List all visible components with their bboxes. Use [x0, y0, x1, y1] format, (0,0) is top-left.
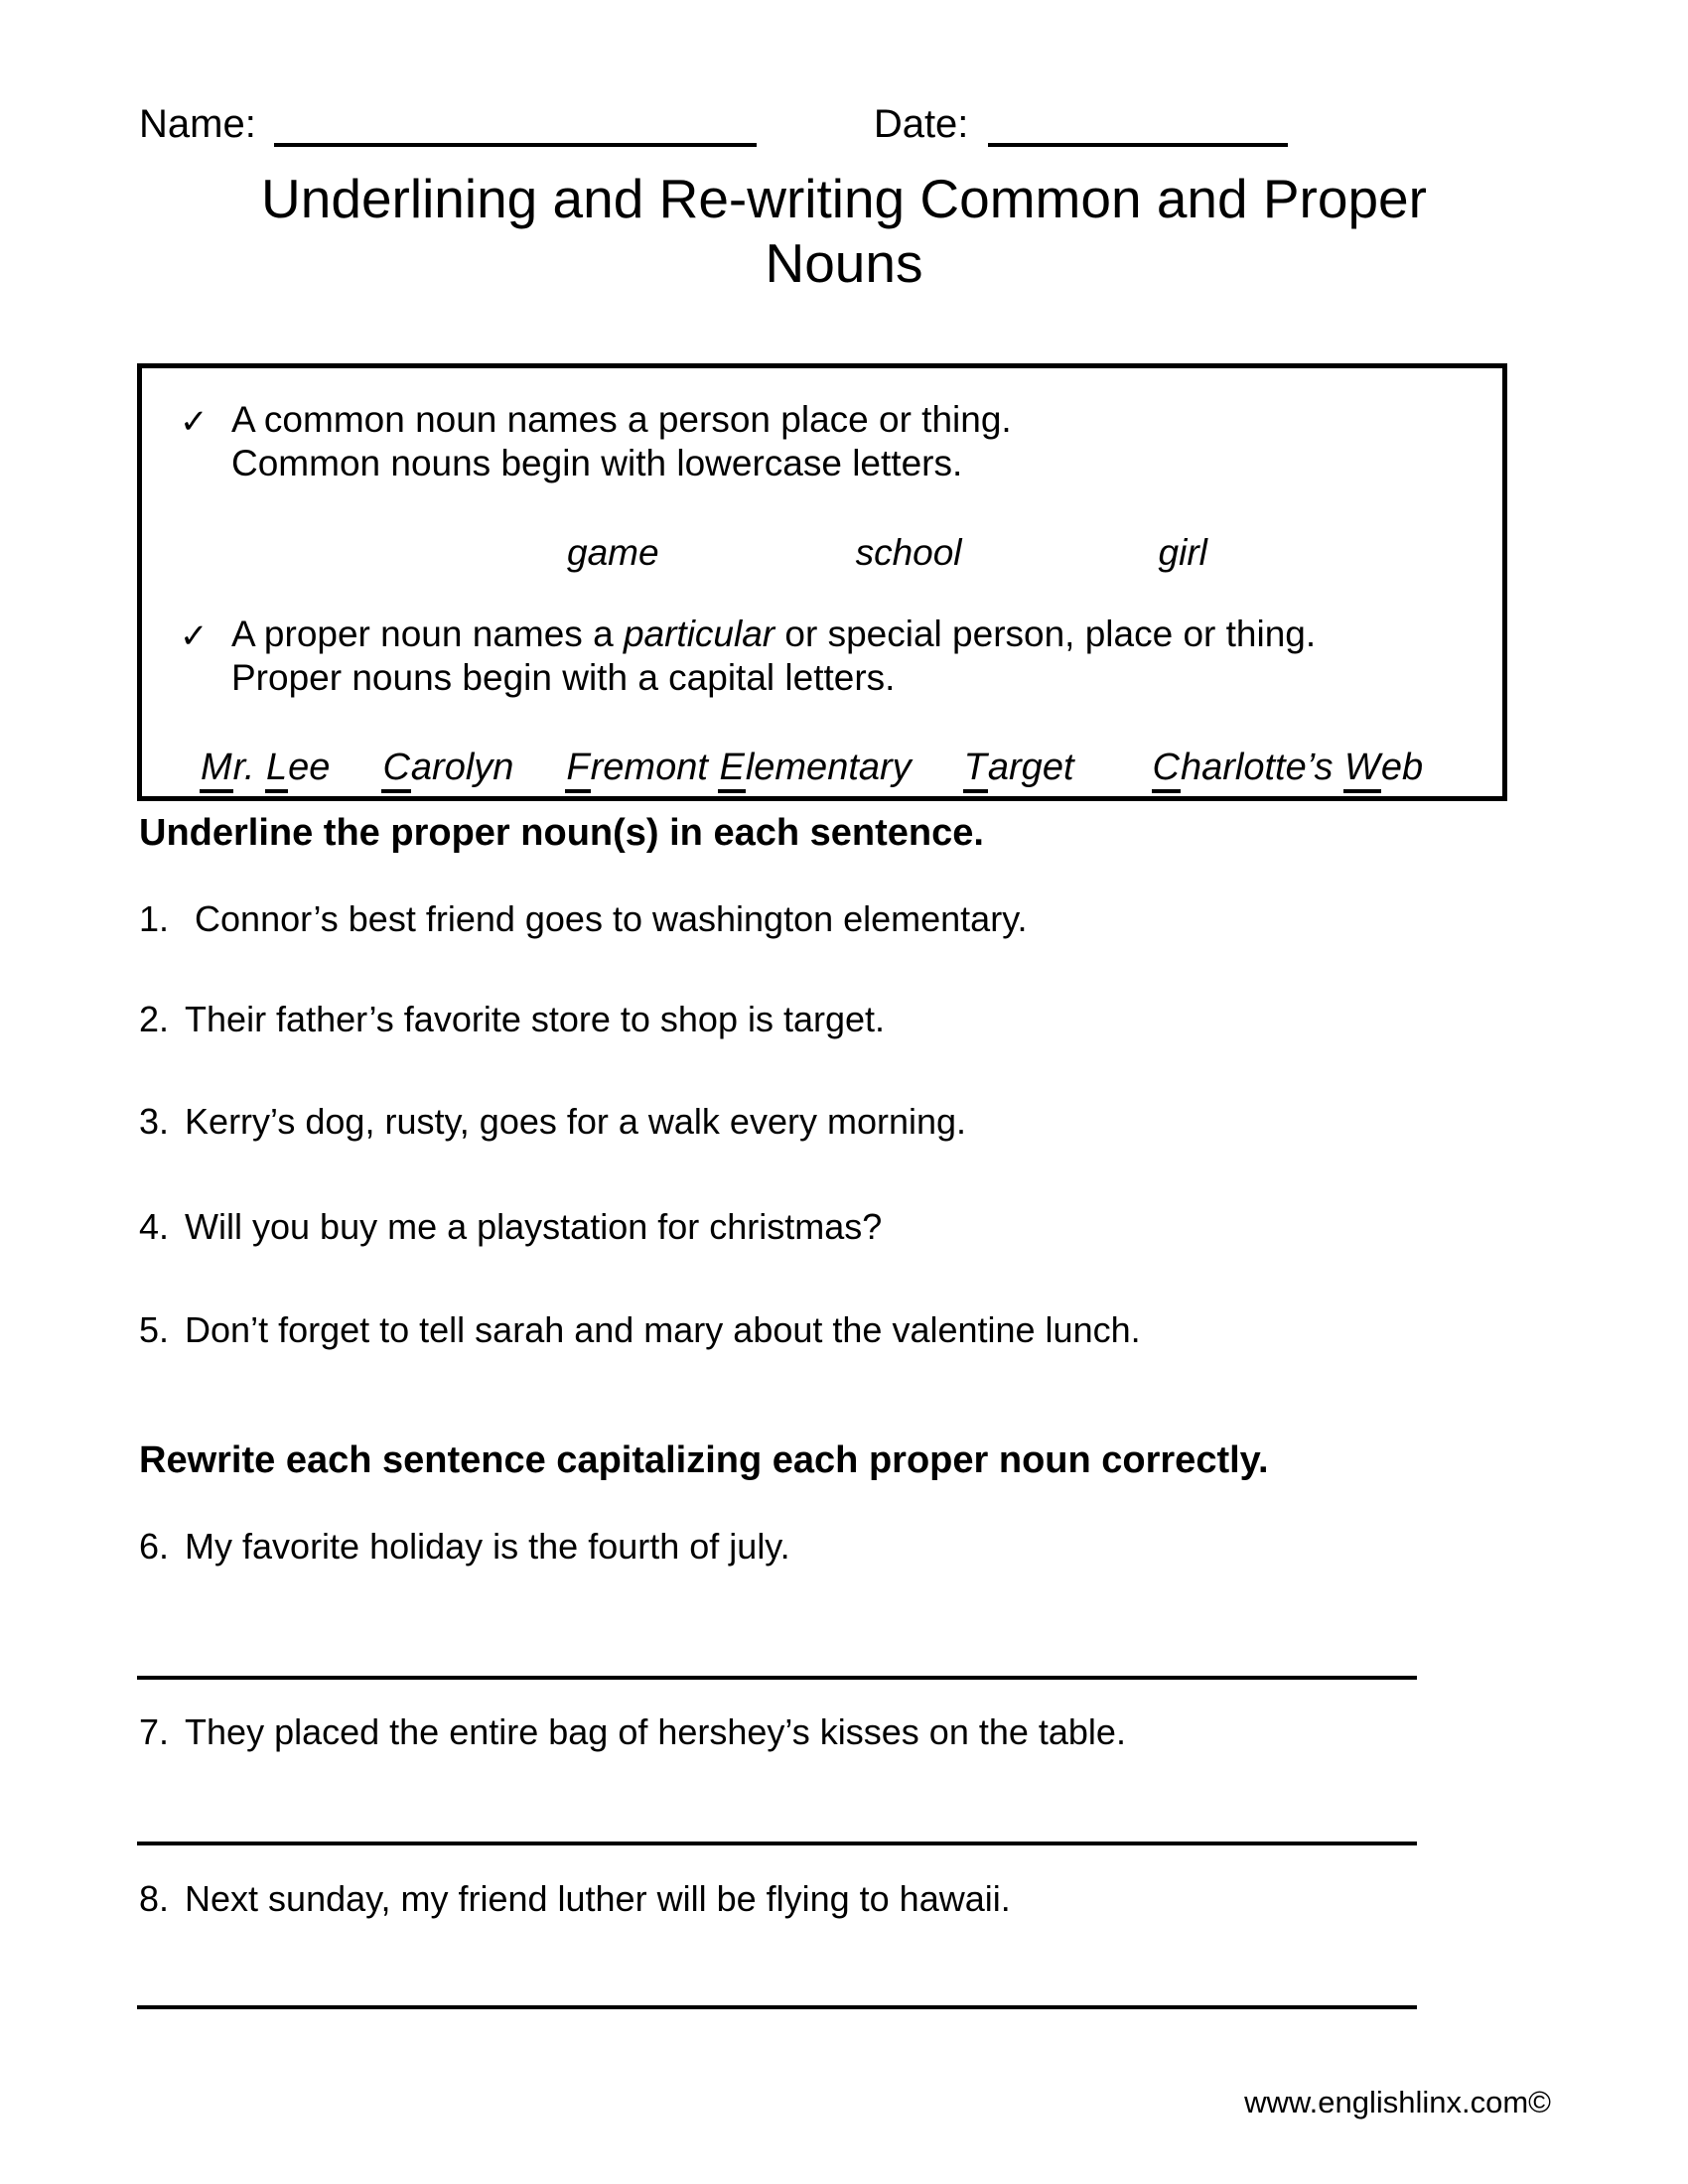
proper-rule-line2: Proper nouns begin with a capital letters.: [231, 657, 896, 698]
sentence-text: My favorite holiday is the fourth of july.: [185, 1526, 790, 1567]
sentence-text: They placed the entire bag of hershey’s kisses on the table.: [185, 1711, 1126, 1752]
sentence-number: 8.: [139, 1878, 170, 1919]
proper-noun-example: Carolyn: [381, 746, 513, 793]
sentence-number: 7.: [139, 1711, 170, 1752]
date-field-line[interactable]: [988, 101, 1288, 147]
sentence-item: [139, 1206, 1569, 1248]
underlined-capital-letter: C: [1152, 749, 1181, 793]
proper-noun-example: Target: [963, 746, 1074, 793]
proper-noun-examples: [180, 746, 1463, 793]
common-example: game: [567, 532, 659, 573]
sentence-item: [139, 1878, 1569, 1920]
common-noun-examples: [180, 531, 1463, 575]
common-rule-line1: A common noun names a person place or thing.: [231, 399, 1012, 440]
section2-heading: Rewrite each sentence capitalizing each proper noun correctly.: [139, 1439, 1269, 1481]
section1-heading: Underline the proper noun(s) in each sentence.: [139, 812, 984, 854]
proper-rule-pre: A proper noun names a: [231, 614, 624, 654]
common-noun-rule-text: [231, 398, 1463, 485]
checkmark-icon: ✓: [180, 403, 209, 441]
sentence-number: 3.: [139, 1101, 170, 1142]
answer-line[interactable]: [137, 2005, 1417, 2009]
date-label: Date:: [873, 102, 969, 146]
proper-noun-rule-text: [231, 613, 1463, 700]
sentence-number: 1.: [139, 898, 170, 939]
underlined-capital-letter: W: [1343, 749, 1381, 793]
sentence-text: Connor’s best friend goes to washington elementary.: [195, 898, 1028, 939]
sentence-item: [139, 1101, 1569, 1143]
underlined-capital-letter: T: [963, 749, 988, 793]
underlined-capital-letter: M: [200, 749, 233, 793]
sentence-item: [139, 898, 1569, 940]
underlined-capital-letter: C: [381, 749, 410, 793]
sentence-text: Next sunday, my friend luther will be flying to hawaii.: [185, 1878, 1011, 1919]
common-example: girl: [1158, 532, 1207, 573]
name-field-line[interactable]: [274, 101, 757, 147]
sentence-item: [139, 1309, 1569, 1351]
proper-rule-post: or special person, place or thing.: [774, 614, 1317, 654]
proper-noun-example: Charlotte’s Web: [1152, 746, 1424, 793]
proper-noun-example: Mr. Lee: [200, 746, 330, 793]
proper-rule-italic-word: particular: [623, 614, 775, 654]
sentence-text: Their father’s favorite store to shop is target.: [185, 999, 886, 1039]
sentence-number: 4.: [139, 1206, 170, 1247]
sentence-item: [139, 1711, 1569, 1753]
sentence-text: Will you buy me a playstation for christmas?: [185, 1206, 883, 1247]
sentence-item: [139, 999, 1569, 1040]
sentence-number: 6.: [139, 1526, 170, 1567]
proper-noun-rule: [180, 613, 1463, 700]
sentence-text: Don’t forget to tell sarah and mary about the valentine lunch.: [185, 1309, 1141, 1350]
sentence-text: Kerry’s dog, rusty, goes for a walk every morning.: [185, 1101, 967, 1142]
answer-line[interactable]: [137, 1676, 1417, 1680]
name-label: Name:: [139, 102, 256, 146]
common-noun-rule: [180, 398, 1463, 485]
underlined-capital-letter: L: [265, 749, 288, 793]
title-wrap: [0, 167, 1688, 296]
sentence-item: [139, 1526, 1569, 1568]
answer-line[interactable]: [137, 1842, 1417, 1845]
underlined-capital-letter: E: [718, 749, 745, 793]
common-example: school: [855, 532, 962, 573]
header-row: [139, 101, 1549, 147]
page-title: Underlining and Re-writing Common and Proper Nouns: [261, 168, 1427, 294]
proper-noun-example: Fremont Elementary: [565, 746, 911, 793]
underlined-capital-letter: F: [565, 749, 590, 793]
sentence-number: 5.: [139, 1309, 170, 1350]
website-credit: www.englishlinx.com©: [1244, 2085, 1551, 2119]
sentence-number: 2.: [139, 999, 170, 1039]
common-rule-line2: Common nouns begin with lowercase letters.: [231, 443, 963, 483]
checkmark-icon: ✓: [180, 617, 209, 655]
rules-box: [137, 363, 1507, 801]
